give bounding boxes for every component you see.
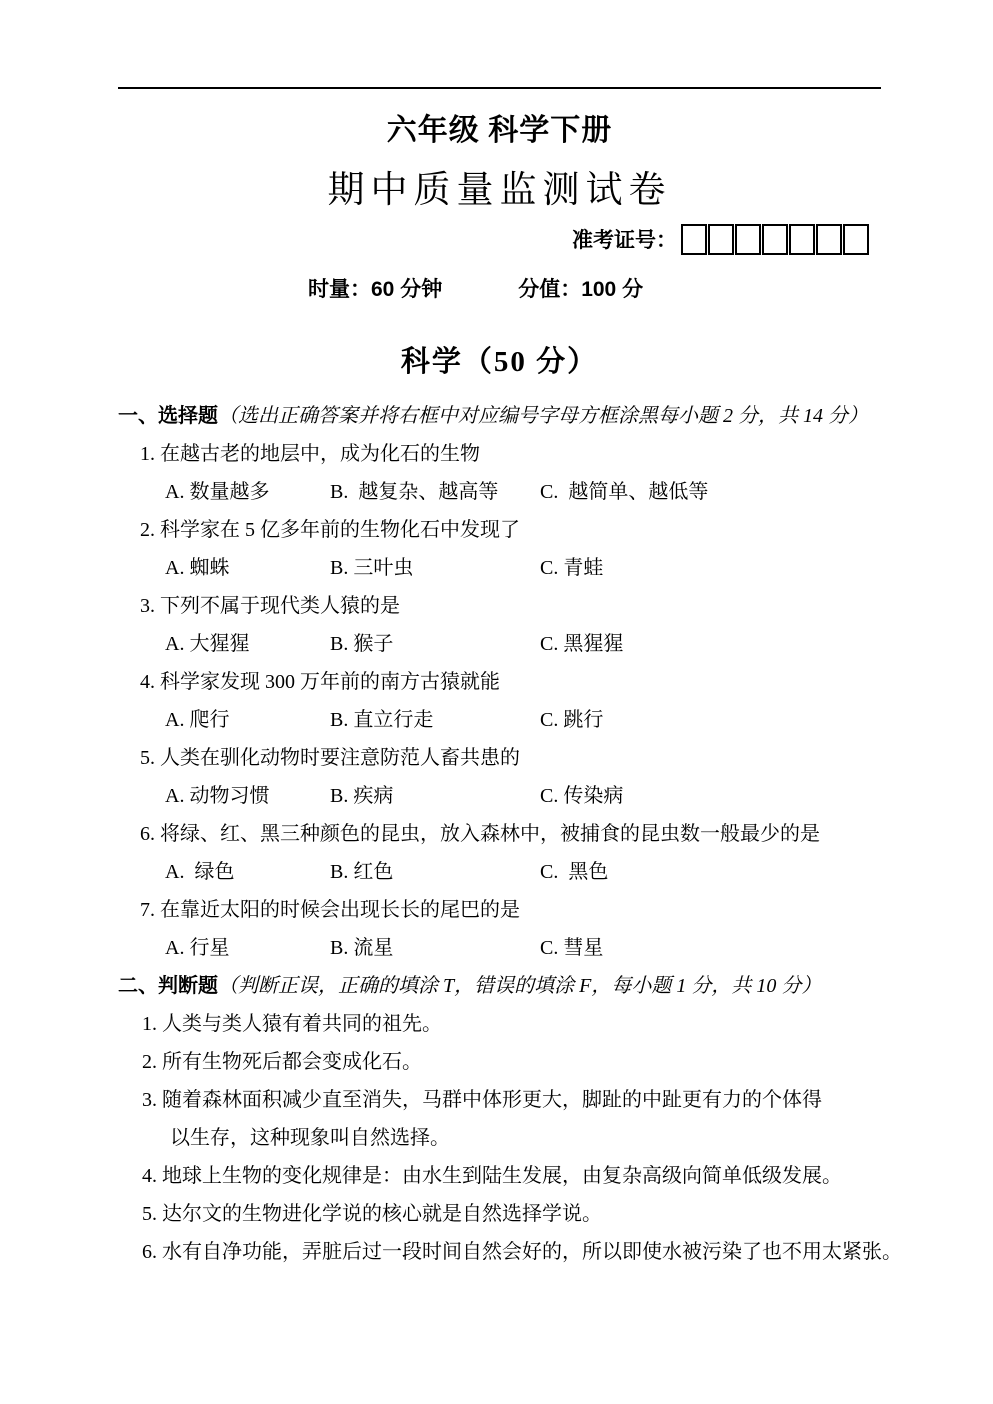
option-b: B. 猴子 (330, 633, 394, 655)
option-a: A. 大猩猩 (165, 633, 250, 655)
question-text: 2. 科学家在 5 亿多年前的生物化石中发现了 (140, 519, 520, 541)
statement-text: 1. 人类与类人猿有着共同的祖先。 (142, 1013, 442, 1035)
options-row (118, 929, 881, 967)
total-score-text: 分值：100 分 (518, 278, 644, 301)
option-b: B. 三叶虫 (330, 557, 414, 579)
choice-section-heading (118, 397, 881, 435)
option-a: A. 爬行 (165, 709, 230, 731)
judgement-heading-note: （判断正误，正确的填涂 T，错误的填涂 F，每小题 1 分，共 10 分） (218, 975, 822, 997)
choice-heading-note: （选出正确答案并将右框中对应编号字母方框涂黑每小题 2 分，共 14 分） (218, 405, 868, 427)
option-b: B. 越复杂、越高等 (330, 481, 499, 503)
option-a: A. 动物习惯 (165, 785, 270, 807)
admission-box (735, 224, 761, 255)
option-a: A. 绿色 (165, 861, 235, 883)
admission-box (789, 224, 815, 255)
statement-continuation: 以生存，这种现象叫自然选择。 (170, 1127, 450, 1149)
admission-boxes (680, 224, 869, 255)
options-row (118, 473, 881, 511)
admission-box (762, 224, 788, 255)
option-c: C. 跳行 (540, 709, 604, 731)
duration-text: 时量：60 分钟 (308, 278, 443, 301)
option-b: B. 流星 (330, 937, 394, 959)
admission-box (816, 224, 842, 255)
statement-text: 3. 随着森林面积减少直至消失，马群中体形更大，脚趾的中趾更有力的个体得 (142, 1089, 822, 1111)
options-row (118, 853, 881, 891)
option-b: B. 疾病 (330, 785, 394, 807)
judgement-section-heading (118, 967, 881, 1005)
statement-text: 2. 所有生物死后都会变成化石。 (142, 1051, 422, 1073)
meta-row (118, 276, 881, 304)
option-a: A. 行星 (165, 937, 230, 959)
question-text: 3. 下列不属于现代类人猿的是 (140, 595, 400, 617)
question-text: 4. 科学家发现 300 万年前的南方古猿就能 (140, 671, 500, 693)
question-text: 5. 人类在驯化动物时要注意防范人畜共患的 (140, 747, 520, 769)
admission-label: 准考证号： (572, 229, 677, 252)
option-a: A. 数量越多 (165, 481, 270, 503)
option-b: B. 直立行走 (330, 709, 434, 731)
subject-heading: 科学（50 分） (400, 346, 599, 378)
course-title: 六年级 科学下册 (386, 114, 613, 147)
statement-text: 5. 达尔文的生物进化学说的核心就是自然选择学说。 (142, 1203, 602, 1225)
judgement-heading-label: 二、判断题 (118, 975, 218, 997)
question-text: 6. 将绿、红、黑三种颜色的昆虫，放入森林中，被捕食的昆虫数一般最少的是 (140, 823, 820, 845)
statement-text: 6. 水有自净功能，弄脏后过一段时间自然会好的，所以即使水被污染了也不用太紧张。 (142, 1241, 902, 1263)
admission-box (708, 224, 734, 255)
option-c: C. 黑色 (540, 861, 609, 883)
option-c: C. 黑猩猩 (540, 633, 624, 655)
options-row (118, 549, 881, 587)
options-row (118, 777, 881, 815)
options-row (118, 701, 881, 739)
option-b: B. 红色 (330, 861, 394, 883)
admission-box (681, 224, 707, 255)
option-c: C. 彗星 (540, 937, 604, 959)
option-c: C. 青蛙 (540, 557, 604, 579)
question-text: 1. 在越古老的地层中，成为化石的生物 (140, 443, 480, 465)
choice-heading-label: 一、选择题 (118, 405, 218, 427)
paper-title: 期中质量监测试卷 (327, 170, 672, 211)
admission-row (118, 223, 881, 255)
statement-text: 4. 地球上生物的变化规律是：由水生到陆生发展，由复杂高级向简单低级发展。 (142, 1165, 842, 1187)
admission-box (843, 224, 869, 255)
option-a: A. 蜘蛛 (165, 557, 230, 579)
header-rule (118, 87, 881, 89)
options-row (118, 625, 881, 663)
option-c: C. 越简单、越低等 (540, 481, 709, 503)
option-c: C. 传染病 (540, 785, 624, 807)
question-text: 7. 在靠近太阳的时候会出现长长的尾巴的是 (140, 899, 520, 921)
